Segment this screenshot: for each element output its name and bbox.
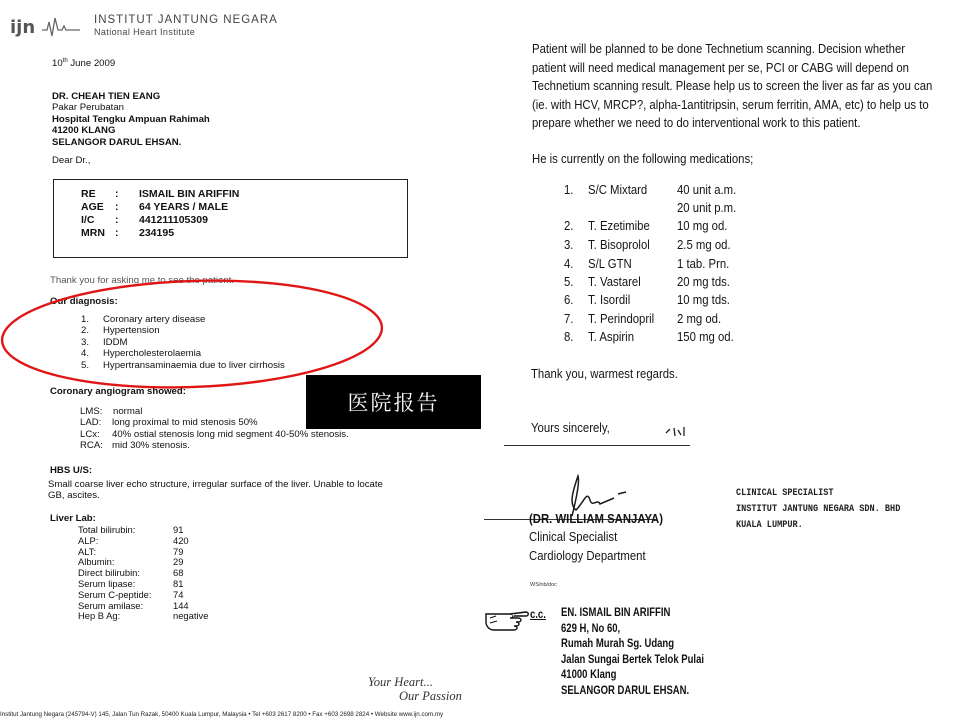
liver-lab-value: 68 xyxy=(173,567,184,579)
medication-drug: T. Isordil xyxy=(588,292,631,307)
liver-lab-test: Hep B Ag: xyxy=(78,610,121,622)
cc-address-line: Rumah Murah Sg. Udang xyxy=(561,637,675,651)
thanks-line: Thank you for asking me to see the patient. xyxy=(50,275,234,286)
medication-number: 6. xyxy=(564,292,574,307)
medication-drug: T. Ezetimibe xyxy=(588,218,650,233)
medication-dose: 2.5 mg od. xyxy=(677,237,731,252)
liver-lab-value: negative xyxy=(173,610,209,622)
patient-info-value: 234195 xyxy=(139,227,175,239)
angiogram-finding: normal xyxy=(113,406,143,417)
medication-number: 3. xyxy=(564,237,574,252)
medication-number: 1. xyxy=(564,182,574,197)
medication-drug: T. Aspirin xyxy=(588,329,635,344)
caption-badge: 医院报告 xyxy=(306,375,481,429)
medication-drug: T. Perindopril xyxy=(588,311,655,326)
hbs-findings xyxy=(48,479,383,502)
cc-address-line: Jalan Sungai Bertek Telok Pulai xyxy=(561,652,705,666)
pointing-hand-icon xyxy=(484,602,530,632)
cc-address-line: 41000 Klang xyxy=(561,668,617,682)
angiogram-item xyxy=(80,440,349,451)
reference-code: WS/nb/doc xyxy=(530,582,557,588)
medication-number: 2. xyxy=(564,218,574,233)
yours-sincerely: Yours sincerely, xyxy=(531,420,610,435)
patient-info-colon: : xyxy=(115,188,119,200)
signer-title: Clinical Specialist xyxy=(529,529,618,544)
paragraph-line: (ie. with HCV, MRCP?, alpha-1antitripsin, serum ferritin, AMA, etc) to help us to xyxy=(532,96,929,112)
diagnosis-text: Hypercholesterolaemia xyxy=(103,348,202,360)
ijn-logo xyxy=(10,14,80,40)
diagnosis-text: IDDM xyxy=(103,336,128,348)
angiogram-item xyxy=(80,429,349,440)
patient-info-box xyxy=(53,179,408,258)
cc-address xyxy=(561,605,704,699)
patient-info-row xyxy=(81,201,228,213)
patient-info-colon: : xyxy=(115,214,119,226)
patient-info-value: 64 YEARS / MALE xyxy=(139,201,229,213)
medication-drug: S/C Mixtard xyxy=(588,182,648,197)
clinical-specialist-stamp xyxy=(736,486,900,535)
hbs-title: HBS U/S: xyxy=(50,465,93,476)
angiogram-vessel: LAD: xyxy=(80,417,102,429)
diagnosis-title: Our diagnosis: xyxy=(50,296,118,307)
salutation: Dear Dr., xyxy=(52,155,91,166)
diagnosis-number: 1. xyxy=(81,314,90,325)
liver-lab-row xyxy=(78,590,208,601)
patient-info-row xyxy=(81,227,174,239)
recipient-line: SELANGOR DARUL EHSAN. xyxy=(52,136,182,148)
angiogram-vessel: LCx: xyxy=(80,428,100,440)
liver-lab-test: Serum amilase: xyxy=(78,599,144,611)
patient-info-row xyxy=(81,214,208,226)
patient-info-value: 441211105309 xyxy=(139,214,208,226)
patient-info-key: AGE xyxy=(81,201,104,213)
liver-lab-value: 144 xyxy=(173,599,189,611)
recipient-address xyxy=(52,91,210,148)
scan-line xyxy=(504,445,690,446)
medication-dose: 10 mg tds. xyxy=(677,292,730,307)
letter-page-right xyxy=(484,0,960,720)
patient-info-colon: : xyxy=(115,201,119,213)
institute-name: INSTITUT JANTUNG NEGARA xyxy=(94,14,278,26)
recipient-line: Pakar Perubatan xyxy=(52,102,124,114)
cc-address-line: 629 H, No 60, xyxy=(561,621,621,635)
liver-lab-value: 420 xyxy=(173,534,189,546)
medication-drug: S/L GTN xyxy=(588,256,632,271)
medication-dose: 20 unit p.m. xyxy=(677,200,737,215)
cc-address-line: EN. ISMAIL BIN ARIFFIN xyxy=(561,606,671,619)
medication-number: 4. xyxy=(564,256,574,271)
medication-dose: 10 mg od. xyxy=(677,218,728,233)
medication-dose: 20 mg tds. xyxy=(677,274,730,289)
liver-lab-value: 79 xyxy=(173,545,184,557)
stamp-line: CLINICAL SPECIALIST xyxy=(736,488,834,499)
liver-lab-table xyxy=(78,525,208,622)
patient-info-colon: : xyxy=(115,227,119,239)
liver-lab-test: ALT: xyxy=(78,545,97,557)
tagline-your-heart: Your Heart... xyxy=(368,675,433,689)
red-highlight-circle xyxy=(0,278,386,390)
recipient-line: Hospital Tengku Ampuan Rahimah xyxy=(52,113,210,125)
patient-info-key: RE xyxy=(81,188,96,200)
medication-number: 8. xyxy=(564,329,574,344)
recipient-line: DR. CHEAH TIEN EANG xyxy=(52,91,161,102)
medication-drug: T. Bisoprolol xyxy=(588,237,650,252)
liver-lab-test: Serum lipase: xyxy=(78,577,136,589)
liver-lab-value: 74 xyxy=(173,588,184,600)
cc-label: c.c. xyxy=(530,608,546,621)
diagnosis-number: 3. xyxy=(81,336,90,348)
diagnosis-text: Coronary artery disease xyxy=(103,314,206,325)
angiogram-finding: mid 30% stenosis. xyxy=(112,440,190,452)
cc-address-line: SELANGOR DARUL EHSAN. xyxy=(561,683,690,697)
patient-info-value: ISMAIL BIN ARIFFIN xyxy=(139,188,240,200)
angiogram-finding: 40% ostial stenosis long mid segment 40-50% stenosis. xyxy=(112,428,349,440)
diagnosis-text: Hypertension xyxy=(103,325,160,337)
recipient-line: 41200 KLANG xyxy=(52,125,116,137)
tagline-our-passion: Our Passion xyxy=(399,689,462,703)
liver-lab-row xyxy=(78,536,208,547)
liver-lab-test: Total bilirubin: xyxy=(78,524,136,535)
stamp-line: KUALA LUMPUR. xyxy=(736,520,803,532)
patient-info-row xyxy=(81,188,239,200)
paragraph-line: Technetium scanning result. Please help us to screen the liver as far as you can xyxy=(532,78,933,94)
medication-dose: 40 unit a.m. xyxy=(677,182,737,197)
medications-intro: He is currently on the following medications; xyxy=(532,151,754,166)
paragraph-line: patient will need medical management per se, PCI or CABG will depend on xyxy=(532,59,909,75)
signer-name: (DR. WILLIAM SANJAYA) xyxy=(529,511,664,526)
signer-department: Cardiology Department xyxy=(529,548,646,563)
liver-lab-title: Liver Lab: xyxy=(50,513,96,524)
scribble-mark xyxy=(664,424,694,438)
paragraph-line: prepare whether we need to do interventional work to this patient. xyxy=(532,115,861,131)
diagnosis-number: 2. xyxy=(81,325,90,337)
institute-subtitle: National Heart Institute xyxy=(94,27,196,37)
stamp-line: INSTITUT JANTUNG NEGARA SDN. BHD xyxy=(736,504,901,516)
hbs-line: Small coarse liver echo structure, irregular surface of the liver. Unable to locate xyxy=(48,479,383,490)
liver-lab-value: 81 xyxy=(173,577,184,589)
liver-lab-value: 29 xyxy=(173,556,184,568)
medication-dose: 1 tab. Prn. xyxy=(677,256,730,271)
angiogram-vessel: RCA: xyxy=(80,440,103,452)
medication-dose: 150 mg od. xyxy=(677,329,734,344)
angiogram-finding: long proximal to mid stenosis 50% xyxy=(112,417,258,429)
liver-lab-test: Direct bilirubin: xyxy=(78,567,140,579)
liver-lab-value: 91 xyxy=(173,524,184,535)
diagnosis-number: 4. xyxy=(81,348,90,360)
liver-lab-row xyxy=(78,611,208,622)
svg-text:ijn: ijn xyxy=(10,17,36,38)
closing-thanks: Thank you, warmest regards. xyxy=(531,366,678,381)
angiogram-title: Coronary angiogram showed: xyxy=(50,386,186,397)
medication-number: 7. xyxy=(564,311,574,326)
letter-date: 10th June 2009 xyxy=(52,58,116,70)
patient-info-key: I/C xyxy=(81,214,95,226)
hbs-line: GB, ascites. xyxy=(48,490,100,502)
paragraph-line: Patient will be planned to be done Technetium scanning. Decision whether xyxy=(532,41,906,56)
liver-lab-test: ALP: xyxy=(78,534,99,546)
angiogram-vessel: LMS: xyxy=(80,406,103,417)
liver-lab-test: Serum C-peptide: xyxy=(78,588,152,600)
diagnosis-number: 5. xyxy=(81,359,90,371)
diagnosis-text: Hypertransaminaemia due to liver cirrhosis xyxy=(103,359,285,371)
liver-lab-test: Albumin: xyxy=(78,556,115,568)
medication-number: 5. xyxy=(564,274,574,289)
medication-dose: 2 mg od. xyxy=(677,311,722,326)
letter-footer: Institut Jantung Negara (245794-V) 145, Jalan Tun Razak, 50400 Kuala Lumpur, Malaysia • Tel +603 2617 8200 • Fax +603 2698 2824 • Website www.ijn.com.my xyxy=(0,711,444,718)
scan-plan-paragraph xyxy=(532,40,932,133)
medication-drug: T. Vastarel xyxy=(588,274,641,289)
patient-info-key: MRN xyxy=(81,227,105,239)
